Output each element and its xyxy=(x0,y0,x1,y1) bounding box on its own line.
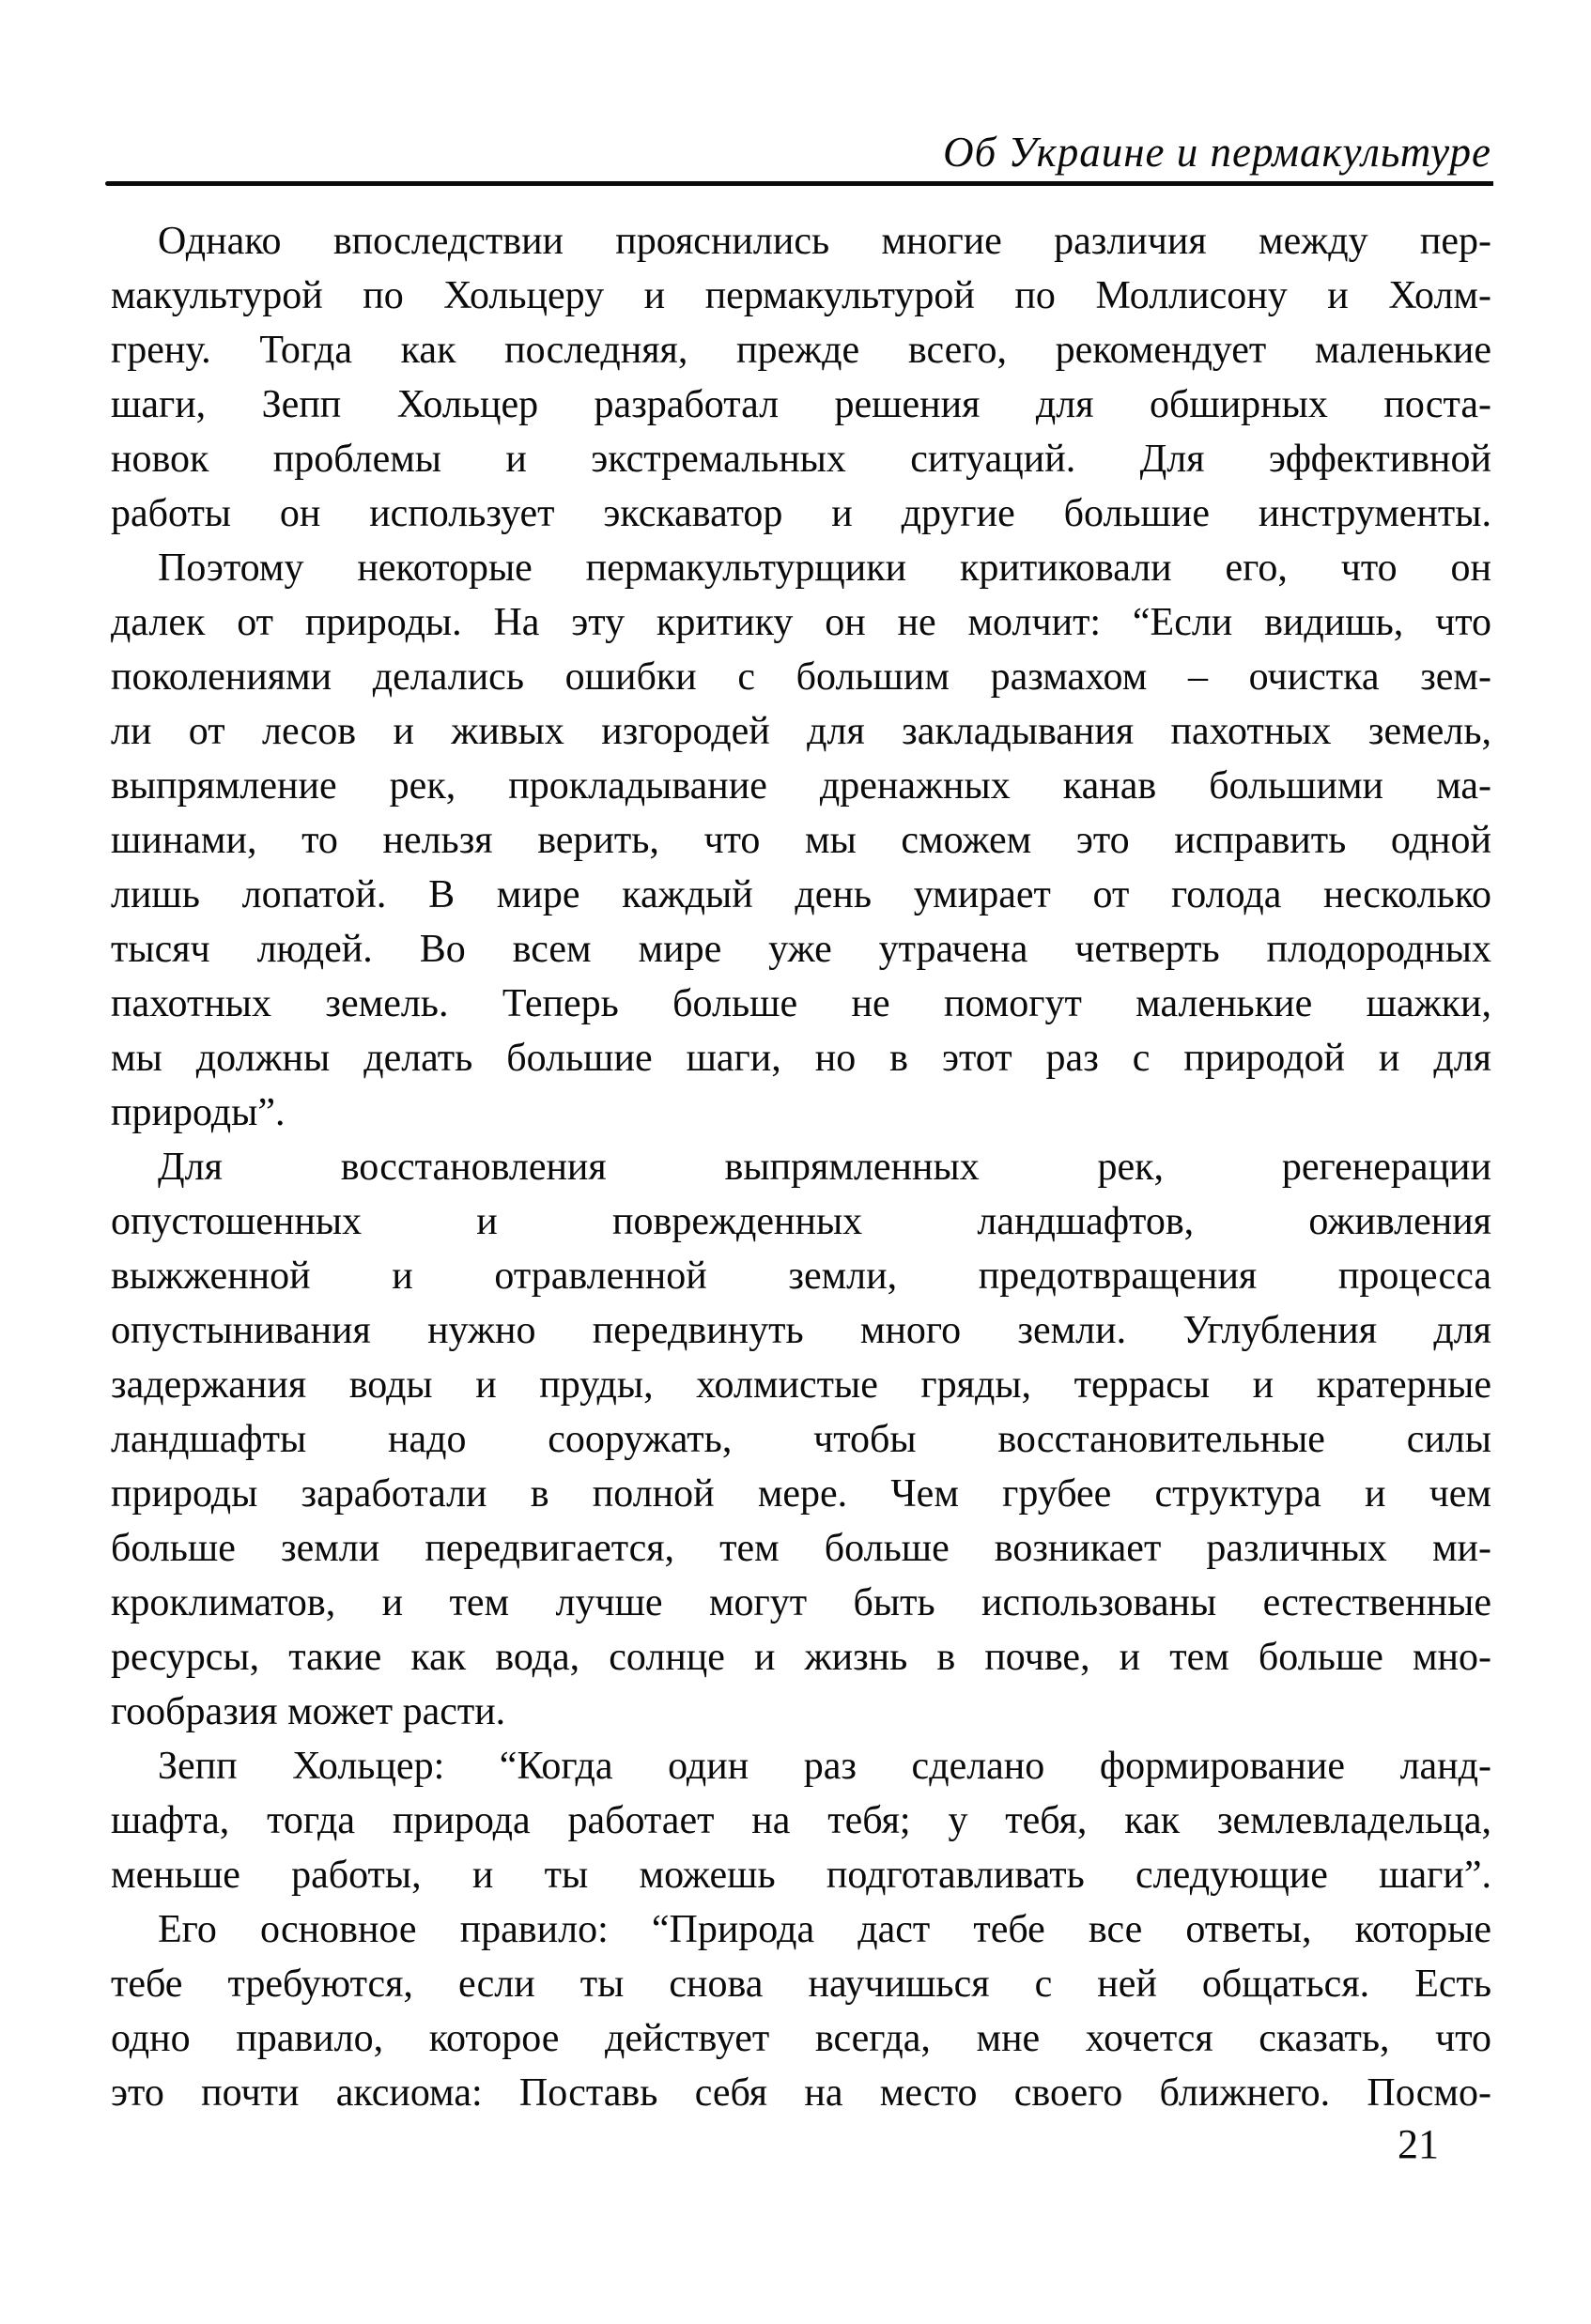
text-line: ли от лесов и живых изгородей для закладывания пахотных земель, xyxy=(111,710,1491,753)
text-line: Поэтому некоторые пермакультурщики критиковали его, что он xyxy=(158,546,1491,590)
running-header-title: Об Украине и пермакультуре xyxy=(943,129,1491,176)
text-line: макультурой по Хольцеру и пермакультурой по Моллисону и Холм- xyxy=(111,274,1491,317)
page-body-text xyxy=(111,214,1491,2120)
text-line: задержания воды и пруды, холмистые гряды, террасы и кратерные xyxy=(111,1363,1491,1407)
text-line: шафта, тогда природа работает на тебя; у тебя, как землевладельца, xyxy=(111,1799,1491,1842)
page-number: 21 xyxy=(1398,2121,1439,2167)
text-line: Однако впоследствии прояснились многие различия между пер- xyxy=(158,220,1491,263)
text-line: природы заработали в полной мере. Чем грубее структура и чем xyxy=(111,1472,1491,1516)
text-line: шаги, Зепп Хольцер разработал решения для обширных поста- xyxy=(111,383,1491,426)
text-line: пахотных земель. Теперь больше не помогут маленькие шажки, xyxy=(111,982,1491,1025)
text-line: это почти аксиома: Поставь себя на место своего ближнего. Посмо- xyxy=(111,2071,1491,2115)
text-line: Зепп Хольцер: “Когда один раз сделано формирование ланд- xyxy=(158,1745,1491,1788)
text-line: шинами, то нельзя верить, что мы сможем это исправить одной xyxy=(111,819,1491,862)
text-line: кроклиматов, и тем лучше могут быть использованы естественные xyxy=(111,1581,1491,1624)
text-line: ресурсы, такие как вода, солнце и жизнь в почве, и тем больше мно- xyxy=(111,1636,1491,1679)
text-line: одно правило, которое действует всегда, мне хочется сказать, что xyxy=(111,2017,1491,2060)
text-line: новок проблемы и экстремальных ситуаций. Для эффективной xyxy=(111,438,1491,481)
text-line: опустынивания нужно передвинуть много земли. Углубления для xyxy=(111,1309,1491,1352)
text-line: ландшафты надо сооружать, чтобы восстановительные силы xyxy=(111,1418,1491,1461)
text-line: опустошенных и поврежденных ландшафтов, оживления xyxy=(111,1200,1491,1243)
text-line: тебе требуются, если ты снова научишься с ней общаться. Есть xyxy=(111,1962,1491,2006)
text-line: мы должны делать большие шаги, но в этот раз с природой и для xyxy=(111,1037,1491,1080)
text-line: выжженной и отравленной земли, предотвращения процесса xyxy=(111,1254,1491,1298)
header-rule xyxy=(105,181,1493,186)
text-line: грену. Тогда как последняя, прежде всего, рекомендует маленькие xyxy=(111,329,1491,372)
text-line: Для восстановления выпрямленных рек, регенерации xyxy=(158,1146,1491,1189)
text-line: тысяч людей. Во всем мире уже утрачена четверть плодородных xyxy=(111,928,1491,971)
text-line: работы он использует экскаватор и другие большие инструменты. xyxy=(111,492,1491,535)
text-line: меньше работы, и ты можешь подготавливать следующие шаги”. xyxy=(111,1854,1491,1897)
text-line: гообразия может расти. xyxy=(111,1690,506,1733)
text-line: далек от природы. На эту критику он не молчит: “Если видишь, что xyxy=(111,601,1491,644)
text-line: Его основное правило: “Природа даст тебе все ответы, которые xyxy=(158,1908,1491,1951)
text-line: больше земли передвигается, тем больше возникает различных ми- xyxy=(111,1527,1491,1570)
text-line: природы”. xyxy=(111,1091,286,1134)
text-line: лишь лопатой. В мире каждый день умирает от голода несколько xyxy=(111,873,1491,916)
text-line: выпрямление рек, прокладывание дренажных канав большими ма- xyxy=(111,764,1491,808)
text-line: поколениями делались ошибки с большим размахом – очистка зем- xyxy=(111,655,1491,699)
